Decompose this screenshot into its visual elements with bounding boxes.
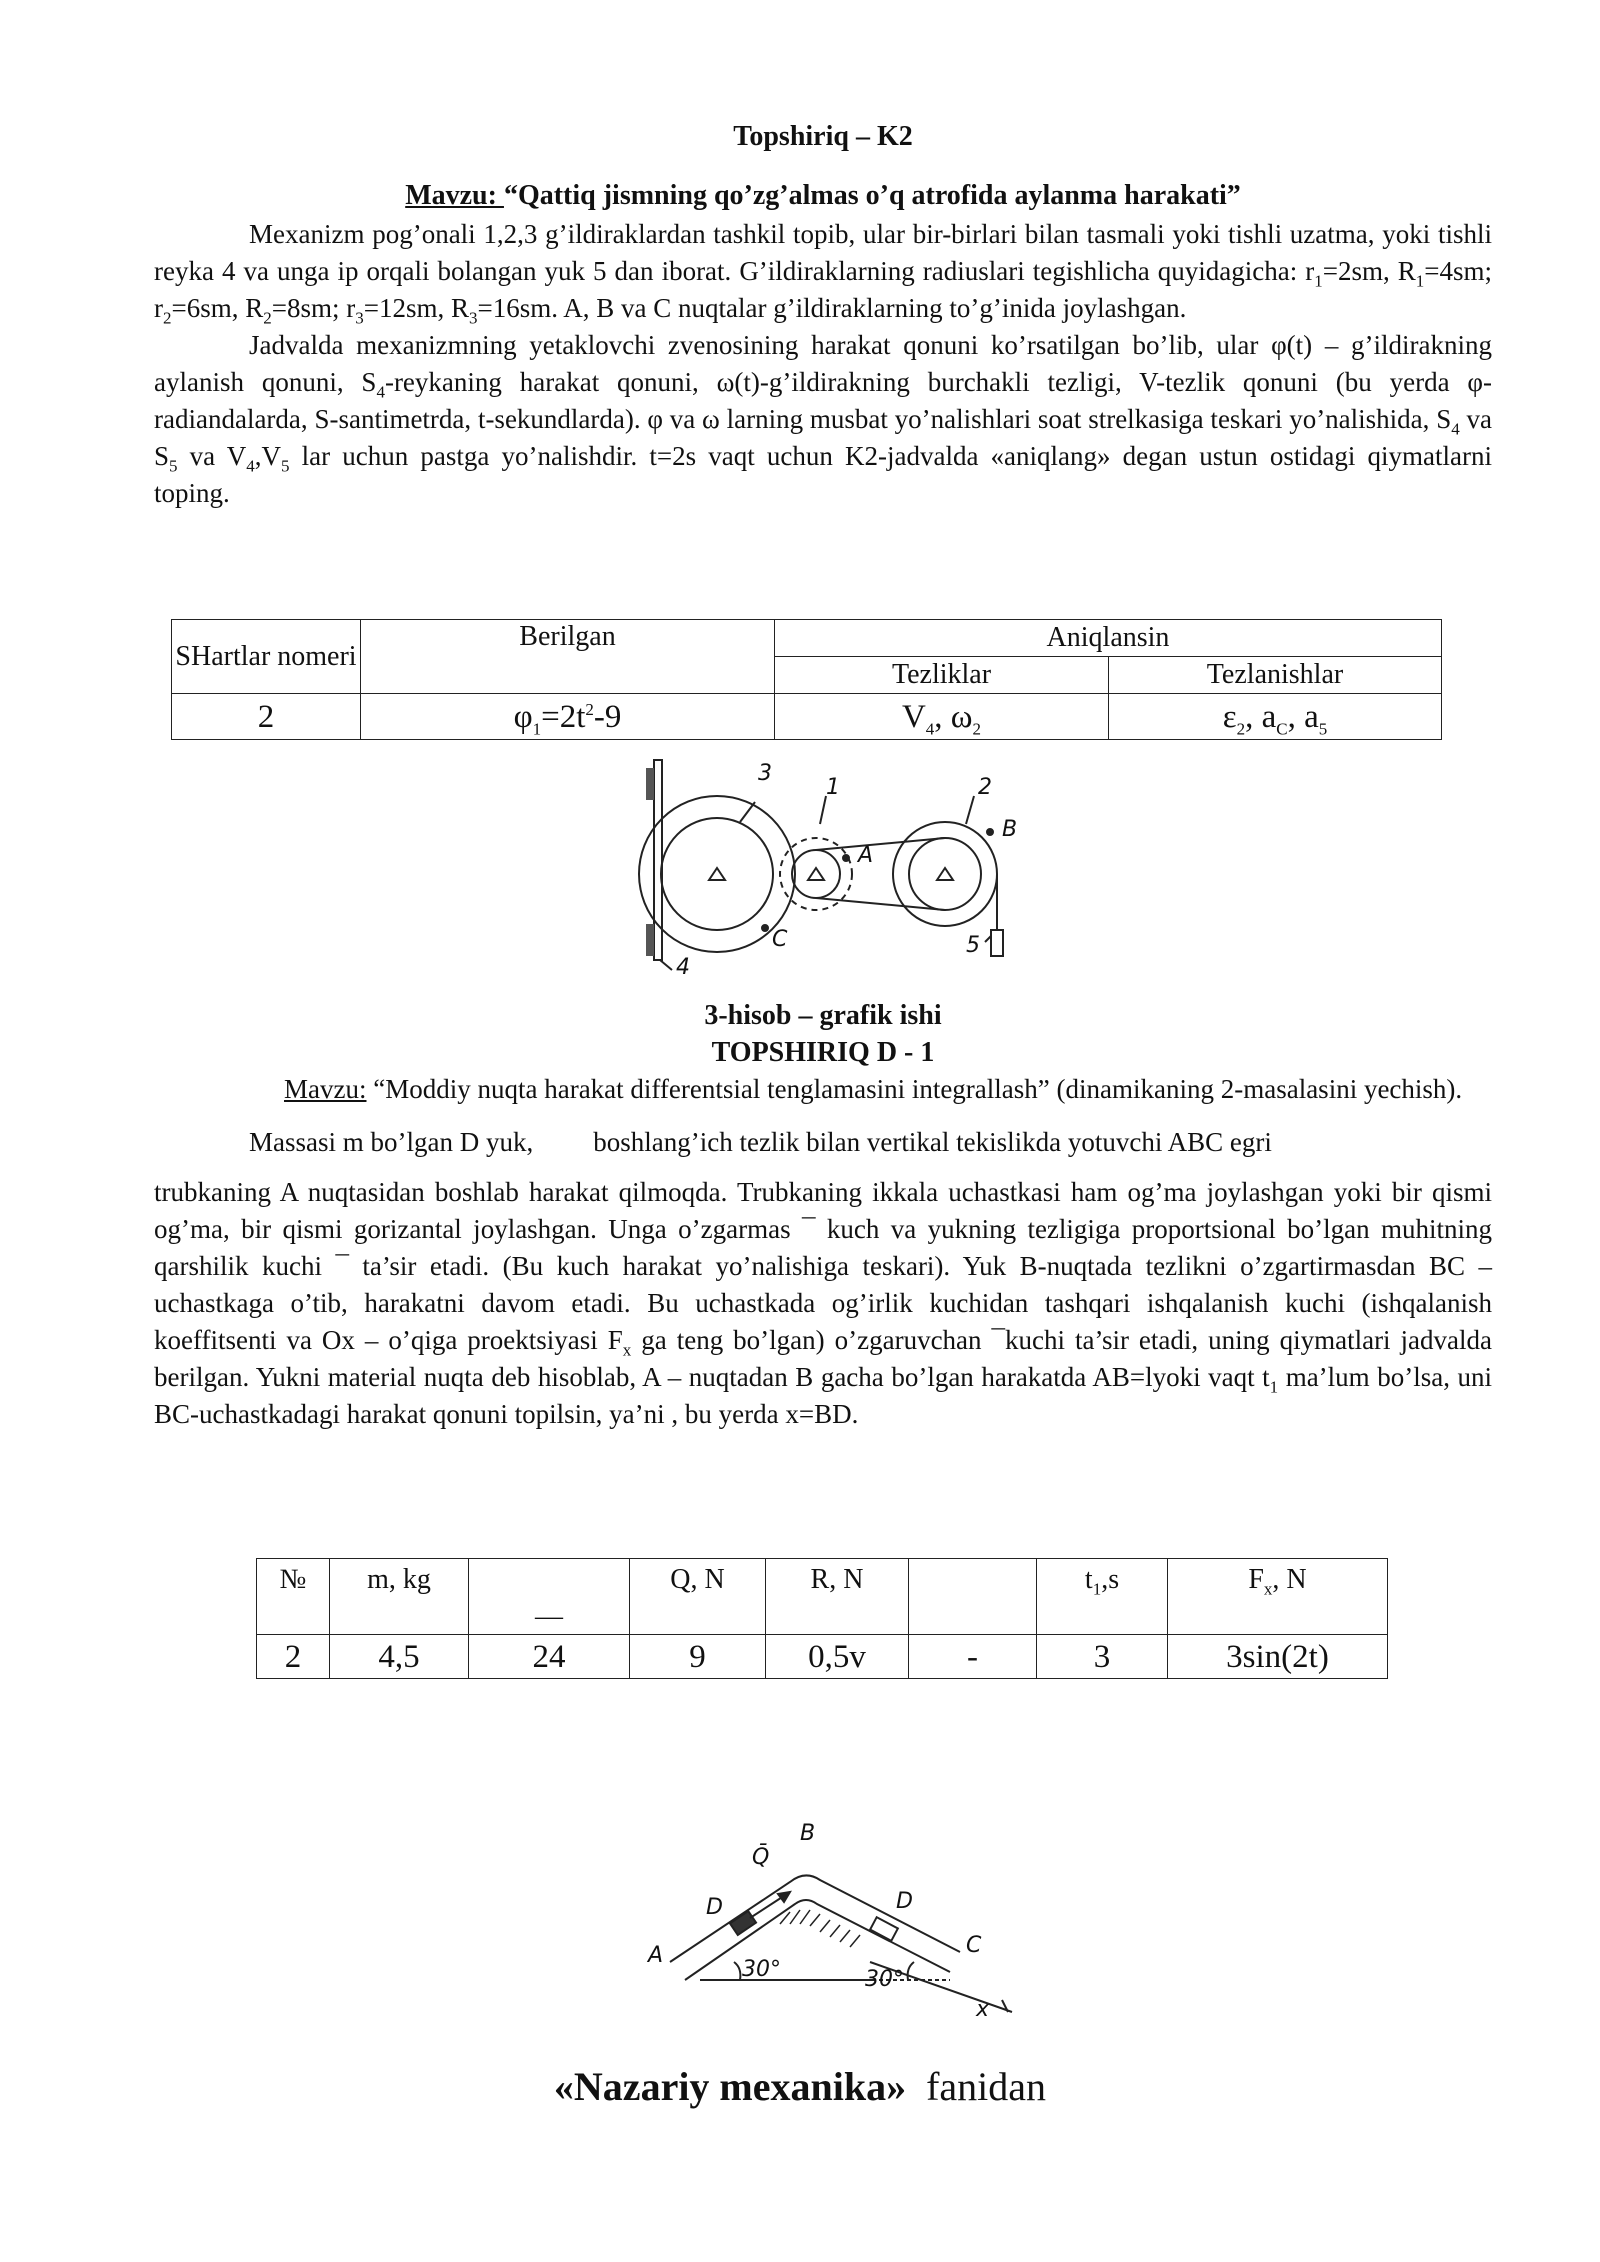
- fig1-label-1: 1: [826, 775, 840, 800]
- fig1-label-C: C: [772, 927, 788, 952]
- d1-header-v0: —: [469, 1559, 630, 1635]
- d1-subtitle: 3-hisob – grafik ishi: [704, 1000, 942, 1031]
- d1-header-q: Q, N: [630, 1559, 766, 1635]
- d1-header-fx: $F_x$, N: [1168, 1559, 1388, 1635]
- fig1-label-A: A: [858, 843, 874, 868]
- fig2-angle-2: 30°: [865, 1967, 904, 1992]
- fig2-label-C: C: [966, 1933, 982, 1958]
- fig2-label-x: x: [976, 1997, 990, 2022]
- d1-cell-m: 4,5: [330, 1635, 469, 1679]
- k2-section: [154, 118, 1492, 512]
- d1-header-t1: $t_1,s$: [1037, 1559, 1168, 1635]
- k2-table: [171, 619, 1442, 740]
- d1-cell-v0: 24: [469, 1635, 630, 1679]
- footer-course: «Nazariy mexanika»: [553, 2064, 907, 2109]
- fig2-label-A: A: [648, 1943, 664, 1968]
- d1-line-1: Massasi m bo’lgan D yuk, boshlang’ich tezlik bilan vertikal tekislikda yotuvchi ABC egri: [249, 1127, 1272, 1157]
- d1-cell-q: 9: [630, 1635, 766, 1679]
- footer-rest: fanidan: [906, 2064, 1047, 2109]
- fig2-label-D2: D: [896, 1889, 913, 1914]
- d1-header-blank: [909, 1559, 1037, 1635]
- mechanism-figure: [630, 752, 1030, 974]
- fig1-label-2: 2: [978, 775, 992, 800]
- d1-cell-r: 0,5v: [766, 1635, 909, 1679]
- d1-topic: Mavzu: “Moddiy nuqta harakat differentsial tenglamasini integrallash” (dinamikaning 2-masalasini yechish).: [284, 1074, 1463, 1104]
- k2-header-tezlanishlar: Tezlanishlar: [1109, 657, 1442, 694]
- fig1-label-B: B: [1002, 817, 1018, 842]
- tube-figure: [640, 1812, 1020, 2022]
- fig2-angle-1: 30°: [742, 1957, 781, 1982]
- fig2-label-D1: D: [706, 1895, 723, 1920]
- d1-table: [256, 1558, 1388, 1679]
- k2-header-tezliklar: Tezliklar: [775, 657, 1109, 694]
- k2-header-shartlar: SHartlar nomeri: [172, 620, 361, 694]
- k2-topic-label: Mavzu:: [405, 180, 504, 211]
- d1-header-no: №: [257, 1559, 330, 1635]
- d1-header-r: R, N: [766, 1559, 909, 1635]
- k2-topic: [154, 177, 1492, 214]
- k2-cell-velocities: $V_4$, $\omega_2$: [775, 694, 1109, 740]
- d1-title: TOPSHIRIQ D - 1: [711, 1037, 935, 1068]
- d1-section: [154, 997, 1492, 1433]
- k2-cell-nomer: 2: [172, 694, 361, 740]
- d1-cell-no: 2: [257, 1635, 330, 1679]
- k2-paragraph-2: Jadvalda mexanizmning yetaklovchi zvenosining harakat qonuni ko’rsatilgan bo’lib, ular φ(t) – g’ildirakning aylanish qonuni, $S_4$-reykaning harakat qonuni, ω(t)-g’ildirakning burchakli tezligi, V-tezlik qonuni (bu yerda φ-radiandalarda, S-santimetrda, t-sekundlarda). φ va ω larning musbat yo’nalishlari soat strelkasiga teskari yo’nalishida, $S_4$ va $S_5$ va $V_4,V_5$ lar uchun pastga yo’nalishdir. t=2s vaqt uchun K2-jadvalda «aniqlang» degan ustun ostidagi qiymatlarni toping.: [154, 330, 1493, 508]
- k2-paragraph-1: Mexanizm pog’onali 1,2,3 g’ildiraklardan tashkil topib, ular bir-birlari bilan tasmali yoki tishli uzatma, yoki tishli reyka 4 va unga ip orqali bolangan yuk 5 dan iborat. G’ildiraklarning radiuslari tegishlicha quyidagicha: $r_1=2sm$, $R_1=4sm$; $r_2=6sm$, $R_2=8sm$; $r_3=12sm$, $R_3=16sm$. A, B va C nuqtalar g’ildiraklarning to’g’inida joylashgan.: [154, 219, 1492, 328]
- d1-header-m: m, kg: [330, 1559, 469, 1635]
- k2-cell-accelerations: $\varepsilon_2$, $a_C$, $a_5$: [1109, 694, 1442, 740]
- d1-cell-t1: 3: [1037, 1635, 1168, 1679]
- k2-cell-phi: $\varphi_1=2t^2-9$: [361, 694, 775, 740]
- fig1-label-3: 3: [758, 761, 772, 786]
- k2-header-aniqlansin: Aniqlansin: [775, 620, 1442, 657]
- k2-title: Topshiriq – K2: [733, 121, 913, 152]
- fig2-label-Q: Q̄: [752, 1845, 770, 1870]
- d1-paragraph: trubkaning A nuqtasidan boshlab harakat qilmoqda. Trubkaning ikkala uchastkasi ham og’ma joylashgan yoki bir qismi og’ma, bir qismi gorizantal joylashgan. Unga o’zgarmas ¯ kuch va yukning tezligiga proportsional bo’lgan muhitning qarshilik kuchi ¯ ta’sir etadi. (Bu kuch harakat yo’nalishiga teskari). Yuk B-nuqtada tezlikni o’zgartirmasdan BC – uchastkaga o’tib, harakatni davom etadi. Bu uchastkada og’irlik kuchidan tashqari ishqalanish kuchi (ishqalanish koeffitsenti va Ox – o’qiga proektsiyasi $F_x$ ga teng bo’lgan) o’zgaruvchan ¯kuchi ta’sir etadi, uning qiymatlari jadvalda berilgan. Yukni material nuqta deb hisoblab, A – nuqtadan B gacha bo’lgan harakatda AB=lyoki vaqt $t_1$ ma’lum bo’lsa, uni BC-uchastkadagi harakat qonuni topilsin, ya’ni , bu yerda x=BD.: [154, 1177, 1493, 1429]
- k2-topic-text: “Qattiq jismning qo’zg’almas o’q atrofida aylanma harakati”: [503, 180, 1241, 211]
- fig1-label-4: 4: [676, 955, 690, 974]
- k2-header-berilgan: Berilgan: [361, 620, 775, 694]
- fig2-label-B: B: [800, 1821, 816, 1846]
- d1-cell-fx: 3sin(2t): [1168, 1635, 1388, 1679]
- footer: [0, 2063, 1600, 2110]
- d1-cell-blank: -: [909, 1635, 1037, 1679]
- fig1-label-5: 5: [966, 933, 980, 958]
